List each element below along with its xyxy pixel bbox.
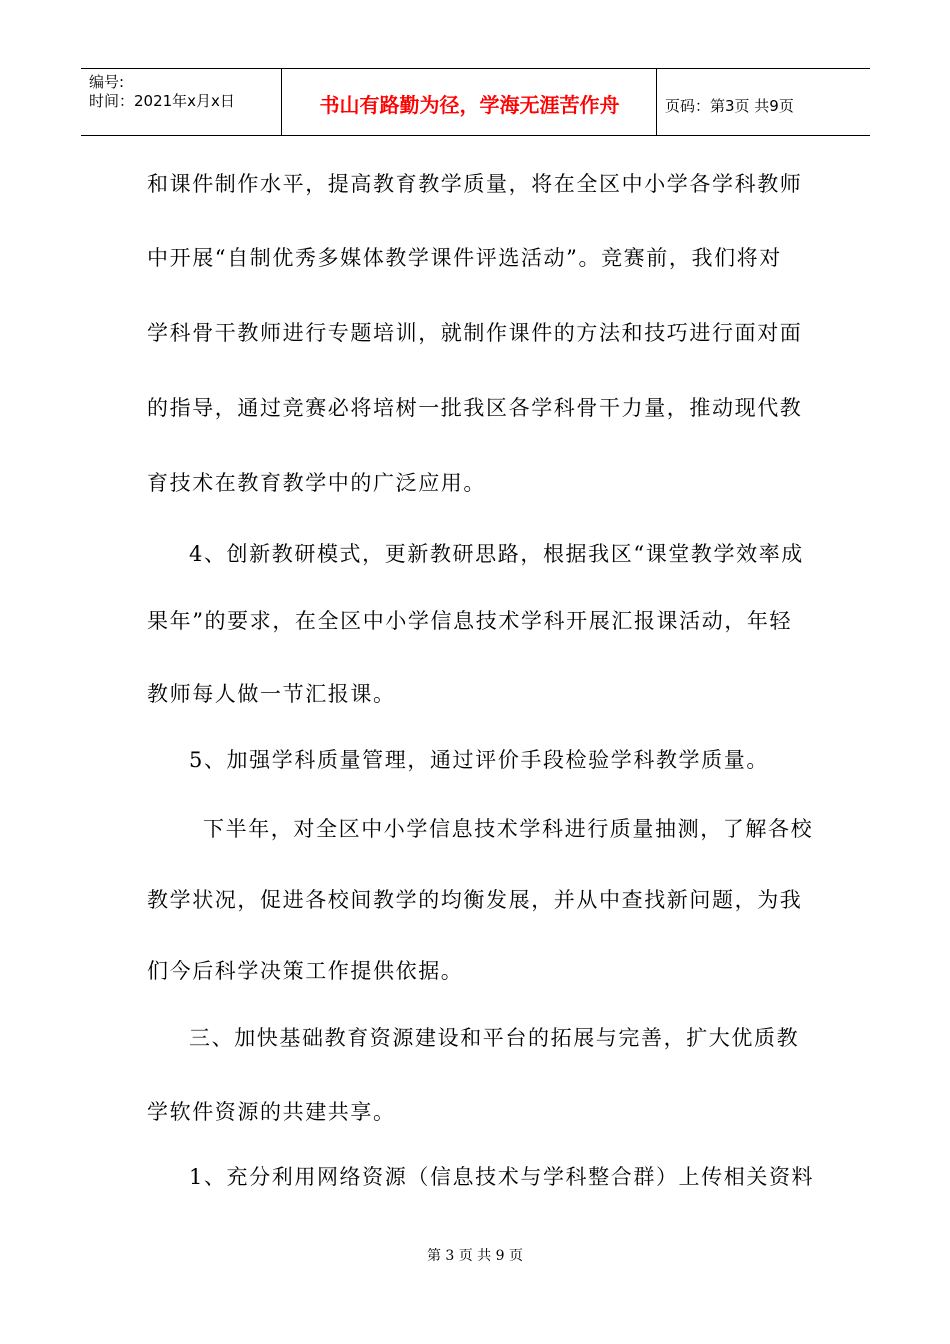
page-footer: 第 3 页 共 9 页	[426, 1248, 524, 1264]
document-number-label: 编号:	[89, 73, 125, 91]
body-line: 1、充分利用网络资源（信息技术与学科整合群）上传相关资料	[189, 1165, 815, 1189]
header-info-cell	[81, 69, 282, 135]
body-line: 教学状况，促进各校间教学的均衡发展，并从中查找新问题，为我	[147, 888, 803, 912]
body-line: 4、创新教研模式，更新教研思路，根据我区“课堂教学效率成	[189, 542, 804, 566]
body-line: 和课件制作水平，提高教育教学质量，将在全区中小学各学科教师	[147, 172, 803, 196]
header-motto-cell	[282, 69, 657, 135]
body-line: 5、加强学科质量管理，通过评价手段检验学科教学质量。	[189, 748, 769, 772]
body-line: 们今后科学决策工作提供依据。	[147, 959, 464, 983]
body-line: 中开展“自制优秀多媒体教学课件评选活动”。竞赛前，我们将对	[147, 246, 782, 270]
body-line: 学软件资源的共建共享。	[147, 1100, 396, 1124]
body-line: 学科骨干教师进行专题培训，就制作课件的方法和技巧进行面对面	[147, 321, 803, 345]
body-line: 教师每人做一节汇报课。	[147, 682, 396, 706]
document-date-label: 时间：2021年x月x日	[89, 92, 235, 110]
body-line: 下半年，对全区中小学信息技术学科进行质量抽测，了解各校	[203, 817, 814, 841]
header-page-number: 页码：第3页 共9页	[665, 97, 794, 115]
header-page-cell	[657, 69, 870, 135]
document-header	[81, 68, 870, 136]
header-motto: 书山有路勤为径，学海无涯苦作舟	[319, 93, 620, 117]
body-line: 的指导，通过竞赛必将培树一批我区各学科骨干力量，推动现代教	[147, 396, 803, 420]
body-line: 三、加快基础教育资源建设和平台的拓展与完善，扩大优质教	[189, 1026, 800, 1050]
body-line: 育技术在教育教学中的广泛应用。	[147, 471, 486, 495]
body-line: 果年”的要求，在全区中小学信息技术学科开展汇报课活动，年轻	[147, 609, 793, 633]
